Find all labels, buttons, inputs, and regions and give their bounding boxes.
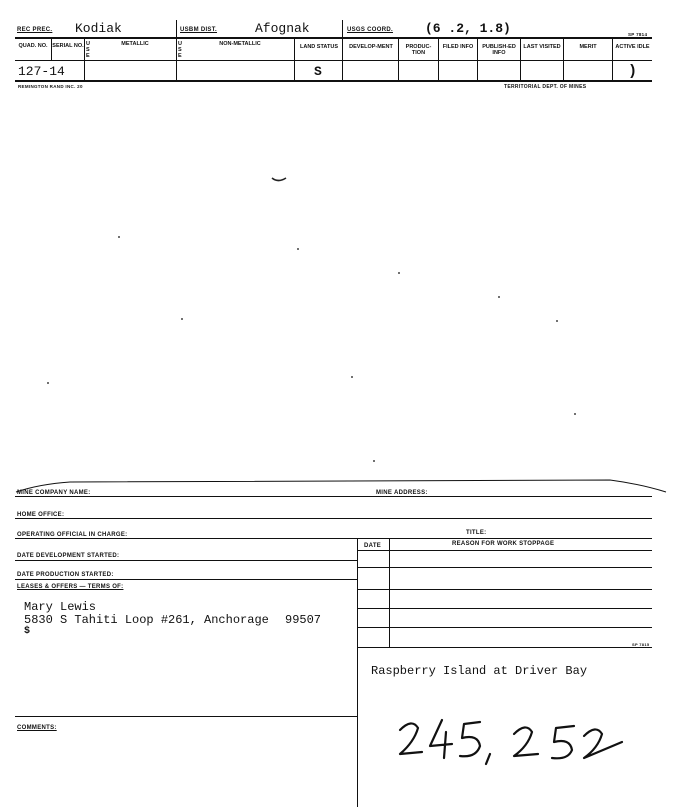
col-divider-published <box>477 38 478 81</box>
speck <box>373 460 375 462</box>
col-divider-serial <box>51 38 52 61</box>
header-rule-bottom <box>15 80 652 82</box>
col-divider-active <box>612 38 613 81</box>
col-divider-merit <box>563 38 564 81</box>
rule-date-header <box>357 550 652 551</box>
usbm-dist-value: Afognak <box>255 21 310 36</box>
mine-address-label: MINE ADDRESS: <box>376 490 428 496</box>
usbm-dist-label: USBM DIST. <box>180 27 218 33</box>
rule-comments <box>15 716 357 717</box>
usgs-coord-label: USGS COORD. <box>347 27 393 33</box>
rule-reason-4 <box>357 627 652 628</box>
leases-offers-label: LEASES & OFFERS — TERMS OF: <box>17 584 124 590</box>
lease-address: 5830 S Tahiti Loop #261, Anchorage <box>24 613 269 627</box>
rule-prod-started <box>15 579 357 580</box>
operating-official-label: OPERATING OFFICIAL IN CHARGE: <box>17 532 128 538</box>
speck <box>47 382 49 384</box>
col-non-metallic: NON-METALLIC <box>219 41 261 47</box>
mine-company-name-label: MINE COMPANY NAME: <box>17 490 91 496</box>
col-land-status: LAND STATUS <box>300 44 338 50</box>
form-number: SP 7814 <box>628 32 648 37</box>
date-col-label: DATE <box>364 543 382 549</box>
title-label: TITLE: <box>466 530 487 536</box>
rule-dev-started <box>15 560 357 561</box>
speck <box>297 248 299 250</box>
comments-label: COMMENTS: <box>17 725 57 731</box>
row-quad-serial: 127-14 <box>18 64 65 79</box>
home-office-label: HOME OFFICE: <box>17 512 65 518</box>
date-col-divider <box>389 538 390 648</box>
tilde-mark <box>270 174 290 184</box>
speck <box>181 318 183 320</box>
row-active-idle: ) <box>628 63 638 80</box>
rule-reason-1 <box>357 567 652 568</box>
lease-zip: 99507 <box>285 613 322 627</box>
rec-prec-label: REC PREC. <box>17 27 53 33</box>
usgs-coord-value: (6 .2, 1.8) <box>425 21 511 36</box>
rule-reason-5 <box>357 647 652 648</box>
col-divider-use-metallic <box>84 38 85 81</box>
col-use-nonmetallic: U S E <box>178 41 182 59</box>
speck <box>556 320 558 322</box>
date-prod-started-label: DATE PRODUCTION STARTED: <box>17 572 114 578</box>
header-divider-2 <box>342 20 343 38</box>
col-divider-use-nonmetallic <box>176 38 177 81</box>
speck <box>351 376 353 378</box>
col-metallic: METALLIC <box>121 41 149 47</box>
col-merit: MERIT <box>579 44 597 50</box>
col-published-info: PUBLISH-ED INFO <box>482 44 516 56</box>
col-divider-filed <box>438 38 439 81</box>
rule-operating <box>15 538 652 539</box>
col-divider-land <box>294 38 295 81</box>
speck <box>574 413 576 415</box>
col-last-visited: LAST VISITED <box>523 44 561 50</box>
col-serial-no: SERIAL NO. <box>52 43 84 49</box>
header-rule-mid <box>15 60 652 61</box>
reason-col-label: REASON FOR WORK STOPPAGE <box>452 541 555 547</box>
lower-center-divider <box>357 538 358 807</box>
speck <box>398 272 400 274</box>
rule-company <box>15 496 652 497</box>
location-note: Raspberry Island at Driver Bay <box>371 664 588 678</box>
rule-reason-3 <box>357 608 652 609</box>
card-top-edge <box>0 476 678 496</box>
handwritten-mark <box>392 712 632 772</box>
col-divider-production <box>398 38 399 81</box>
col-active-idle: ACTIVE IDLE <box>615 44 650 50</box>
header-rule-top2 <box>15 38 652 39</box>
col-quad-no: QUAD. NO. <box>18 43 48 49</box>
rule-home-office <box>15 518 652 519</box>
form-number-2: SP 7815 <box>632 642 650 647</box>
header-divider-1 <box>176 20 177 38</box>
date-dev-started-label: DATE DEVELOPMENT STARTED: <box>17 553 120 559</box>
speck <box>498 296 500 298</box>
col-filed-info: FILED INFO <box>442 44 474 50</box>
rule-reason-2 <box>357 589 652 590</box>
col-divider-develop <box>342 38 343 81</box>
footer-dept: TERRITORIAL DEPT. OF MINES <box>504 84 587 90</box>
col-use-metallic: U S E <box>86 41 90 59</box>
col-production: PRODUC-TION <box>405 44 432 56</box>
col-development: DEVELOP-MENT <box>349 44 393 50</box>
rec-prec-value: Kodiak <box>75 21 122 36</box>
col-divider-last-visited <box>520 38 521 81</box>
lease-extra: $ <box>24 626 31 637</box>
footer-publisher: REMINGTON RAND INC. 20 <box>18 84 83 89</box>
row-land-status: S <box>314 64 322 79</box>
speck <box>118 236 120 238</box>
lease-name: Mary Lewis <box>24 600 97 614</box>
